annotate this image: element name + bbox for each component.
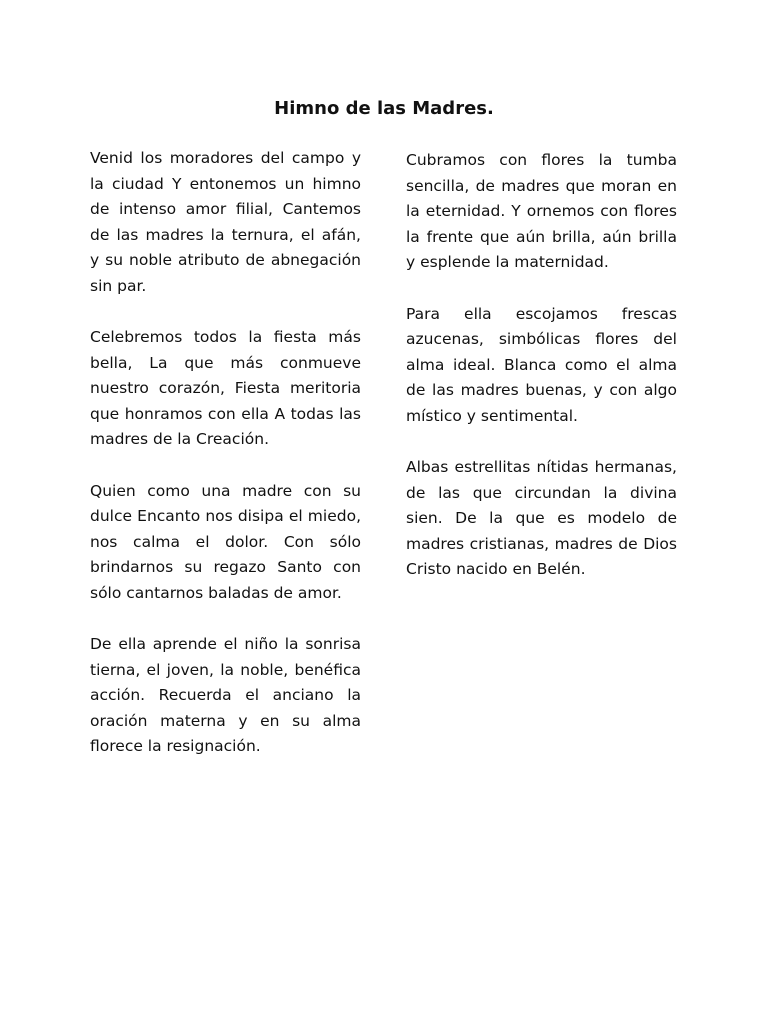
- stanza-7: Albas estrellitas nítidas hermanas, de las que circundan la divina sien. De la que es modelo de madres cristianas, madres de Dios Cristo nacido en Belén.: [406, 458, 677, 578]
- stanza-3: Quien como una madre con su dulce Encanto nos disipa el miedo, nos calma el dolor. Con sólo brindarnos su regazo Santo con sólo cantarnos baladas de amor.: [90, 481, 361, 602]
- stanza-2: Celebremos todos la fiesta más bella, La que más conmueve nuestro corazón, Fiesta meritoria que honramos con ella A todas las madres de la Creación.: [90, 328, 361, 448]
- right-column: [406, 148, 677, 609]
- stanza-6: Para ella escojamos frescas azucenas, simbólicas flores del alma ideal. Blanca como el alma de las madres buenas, y con algo místico y sentimental.: [406, 304, 677, 425]
- page-title: Himno de las Madres.: [274, 98, 494, 119]
- stanza-1: Venid los moradores del campo y la ciudad Y entonemos un himno de intenso amor filial, Cantemos de las madres la ternura, el afán, y su noble atributo de abnegación sin par.: [90, 149, 361, 295]
- left-column: [90, 146, 361, 786]
- stanza-4: De ella aprende el niño la sonrisa tierna, el joven, la noble, benéfica acción. Recuerda el anciano la oración materna y en su alma florece la resignación.: [90, 635, 361, 755]
- stanza-5: Cubramos con flores la tumba sencilla, de madres que moran en la eternidad. Y ornemos con flores la frente que aún brilla, aún brilla y esplende la maternidad.: [406, 151, 677, 271]
